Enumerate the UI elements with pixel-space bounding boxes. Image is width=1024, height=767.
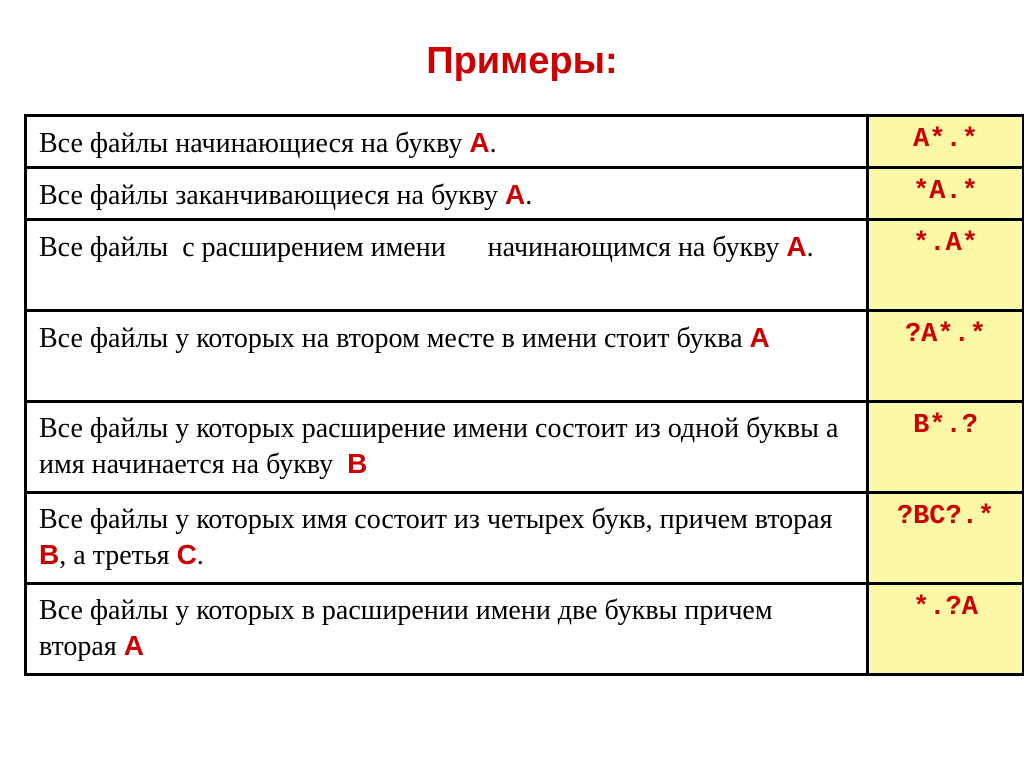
highlight-letter: A [786,231,807,262]
highlight-letter: B [39,539,60,570]
description-text: Все файлы у которых расширение имени состоит из одной буквы а имя начинается на букву [39,413,846,480]
table-row [26,116,1024,168]
description-text: . [196,540,204,571]
pattern-cell: B*.? [868,402,1024,493]
description-text: Все файлы у которых на втором месте в имени стоит буква [39,323,750,354]
description-cell [26,220,868,311]
description-cell [26,168,868,220]
highlight-letter: A [469,127,490,158]
description-text: Все файлы у которых имя состоит из четырех букв, причем вторая [39,504,833,535]
description-text: . [489,128,497,159]
description-cell [26,116,868,168]
highlight-letter: C [176,539,197,570]
highlight-letter: A [123,630,144,661]
description-text: . [806,232,814,263]
description-text: Все файлы у которых в расширении имени две буквы причем вторая [39,595,773,662]
highlight-letter: B [347,448,368,479]
description-cell [26,493,868,584]
pattern-cell: ?BC?.* [868,493,1024,584]
pattern-cell: ?A*.* [868,311,1024,402]
highlight-letter: A [505,179,526,210]
table-row [26,311,1024,402]
table-row [26,493,1024,584]
table-row [26,584,1024,675]
pattern-cell: *A.* [868,168,1024,220]
highlight-letter: A [749,322,770,353]
description-text: Все файлы начинающиеся на букву [39,128,470,159]
description-text: Все файлы заканчивающиеся на букву [39,180,505,211]
description-text: . [525,180,533,211]
pattern-cell: *.?A [868,584,1024,675]
description-cell [26,402,868,493]
page-title: Примеры: [426,40,618,82]
examples-table [24,114,1024,676]
table-row [26,220,1024,311]
table-row [26,402,1024,493]
description-text: , а третья [59,540,177,571]
pattern-cell: A*.* [868,116,1024,168]
pattern-cell: *.A* [868,220,1024,311]
table-row [26,168,1024,220]
description-cell [26,584,868,675]
description-text: Все файлы с расширением имени начинающимся на букву [39,232,787,263]
description-cell [26,311,868,402]
